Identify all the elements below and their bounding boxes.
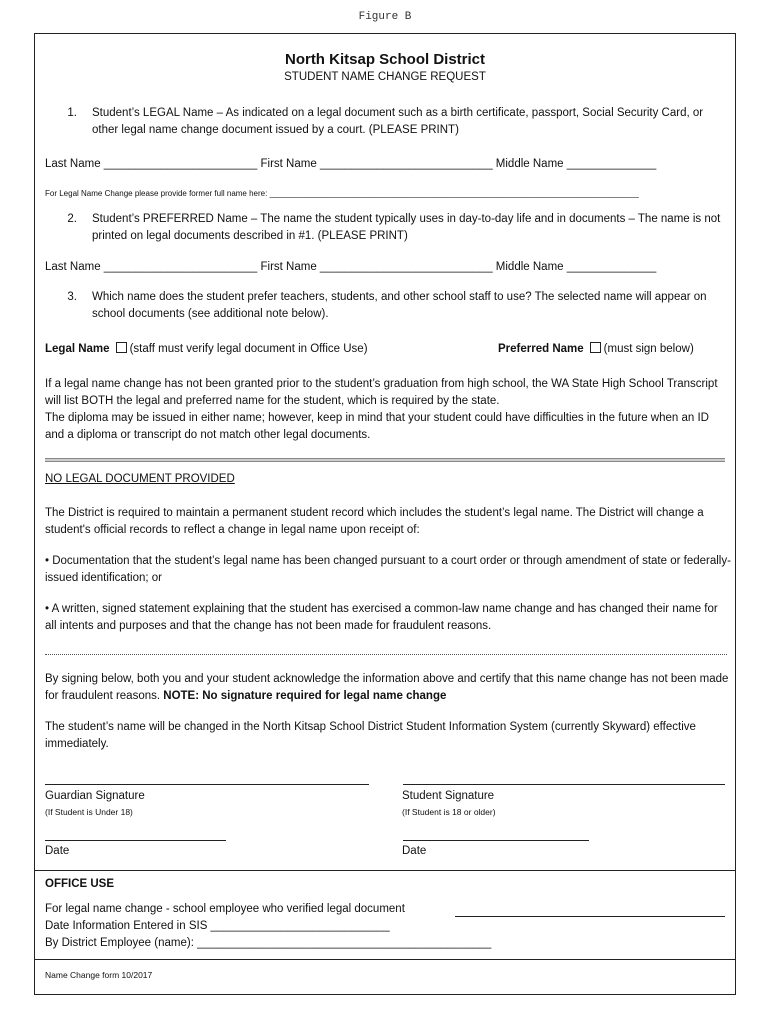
diploma-note: The diploma may be issued in either name; however, keep in mind that your student could have difficulties in the future when an ID and a diploma or transcript do not match other legal documents. [45, 412, 709, 441]
student-signature-sub: (If Student is 18 or older) [402, 807, 496, 817]
form-frame [34, 33, 736, 995]
legal-name-note: (staff must verify legal document in Office Use) [129, 343, 368, 355]
guardian-date-label: Date [45, 845, 70, 857]
office-use-heading: OFFICE USE [45, 878, 115, 890]
section3-text: Which name does the student prefer teachers, students, and other school staff to use? The selected name will appear on school documents (see additional note below). [92, 291, 707, 320]
former-name-field[interactable]: For Legal Name Change please provide former full name here: ___________________________________________________________________________________ [45, 189, 639, 198]
section-divider [45, 458, 725, 462]
section1-number: 1. [67, 107, 77, 119]
legal-name-option[interactable] [45, 341, 368, 358]
office-verified-line[interactable] [455, 916, 725, 917]
student-signature-label: Student Signature [402, 790, 495, 802]
preferred-name-option[interactable] [498, 341, 694, 358]
no-doc-bullet-2: • A written, signed statement explaining that the student has exercised a common-law name change and has changed their name for all intents and purposes and that the change has not been made for fraudulent reasons. [45, 603, 718, 632]
district-title: North Kitsap School District [284, 51, 486, 68]
legal-name-row[interactable]: Last Name ________________________ First Name ___________________________ Middle Name ______________ [45, 158, 657, 170]
footer-divider [35, 959, 735, 960]
no-doc-paragraph: The District is required to maintain a permanent student record which includes the student’s legal name. The District will change a student's official records to reflect a change in legal name upon receipt of: [45, 507, 704, 536]
section2-number: 2. [67, 213, 77, 225]
preferred-name-label: Preferred Name [498, 343, 584, 355]
guardian-signature-label: Guardian Signature [45, 790, 145, 802]
signing-statement [45, 671, 731, 705]
office-date-entered[interactable]: Date Information Entered in SIS ____________________________ [45, 920, 390, 932]
dotted-divider [45, 654, 727, 655]
guardian-date-line[interactable] [45, 840, 226, 841]
student-signature-line[interactable] [403, 784, 725, 785]
office-use-divider [35, 870, 735, 871]
no-doc-heading: NO LEGAL DOCUMENT PROVIDED [45, 473, 235, 485]
legal-name-checkbox[interactable] [116, 342, 127, 353]
legal-name-label: Legal Name [45, 343, 110, 355]
guardian-signature-line[interactable] [45, 784, 369, 785]
student-date-line[interactable] [403, 840, 589, 841]
form-version-footer: Name Change form 10/2017 [45, 970, 153, 980]
no-doc-bullet-1: • Documentation that the student’s legal name has been changed pursuant to a court order or through amendment of state or federally-issued identification; or [45, 555, 731, 584]
figure-label: Figure B [358, 11, 412, 23]
section3-number: 3. [67, 291, 77, 303]
signing-text: By signing below, both you and your student acknowledge the information above and certify that this name change has not been made for fraudulent reasons. [45, 673, 729, 702]
section2-text: Student’s PREFERRED Name – The name the student typically uses in day-to-day life and in documents – The name is not printed on legal documents described in #1. (PLEASE PRINT) [92, 213, 721, 242]
section1-text: Student’s LEGAL Name – As indicated on a legal document such as a birth certificate, passport, Social Security Card, or other legal name change document issued by a court. (PLEASE PRINT) [92, 107, 704, 136]
office-verified-by: For legal name change - school employee who verified legal document [45, 903, 405, 915]
student-date-label: Date [402, 845, 427, 857]
preferred-name-row[interactable]: Last Name ________________________ First Name ___________________________ Middle Name ______________ [45, 261, 657, 273]
office-district-employee[interactable]: By District Employee (name): ______________________________________________ [45, 937, 492, 949]
form-subtitle: STUDENT NAME CHANGE REQUEST [284, 71, 486, 83]
guardian-signature-sub: (If Student is Under 18) [45, 807, 133, 817]
transcript-note: If a legal name change has not been granted prior to the student’s graduation from high school, the WA State High School Transcript will list BOTH the legal and preferred name for the student, which is required by the state. [45, 378, 718, 407]
preferred-name-note: (must sign below) [603, 343, 694, 355]
skyward-statement: The student’s name will be changed in the North Kitsap School District Student Information System (currently Skyward) effective immediately. [45, 721, 696, 750]
signing-note: NOTE: No signature required for legal name change [163, 690, 447, 702]
preferred-name-checkbox[interactable] [590, 342, 601, 353]
